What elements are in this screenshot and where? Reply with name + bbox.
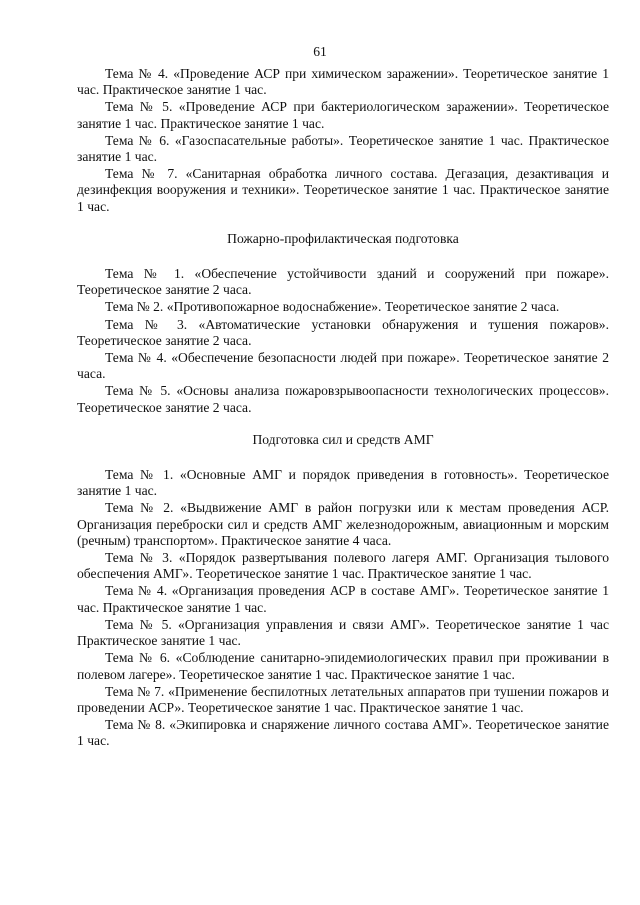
paragraph: Тема № 5. «Проведение АСР при бактериологическом заражении». Теоретическое занятие 1 час. Практическое занятие 1 час. — [77, 99, 609, 131]
paragraph: Тема № 8. «Экипировка и снаряжение личного состава АМГ». Теоретическое занятие 1 час. — [77, 717, 609, 749]
paragraph: Тема № 2. «Противопожарное водоснабжение». Теоретическое занятие 2 часа. — [105, 299, 560, 315]
paragraph: Тема № 4. «Проведение АСР при химическом заражении». Теоретическое занятие 1 час. Практическое занятие 1 час. — [77, 66, 609, 98]
page-number: 61 — [313, 44, 327, 59]
paragraph: Тема № 1. «Основные АМГ и порядок приведения в готовность». Теоретическое занятие 1 час. — [77, 467, 609, 499]
paragraph: Тема № 7. «Применение беспилотных летательных аппаратов при тушении пожаров и проведении АСР». Теоретическое занятие 1 час. Практическое занятие 1 час. — [77, 683, 609, 715]
paragraph: Тема № 5. «Организация управления и связи АМГ». Теоретическое занятие 1 час Практическое занятие 1 час. — [77, 616, 609, 649]
document-body — [77, 66, 609, 751]
section-heading: Подготовка сил и средств АМГ — [252, 431, 434, 447]
paragraph: Тема № 6. «Газоспасательные работы». Теоретическое занятие 1 час. Практическое занятие 1 час. — [77, 132, 609, 165]
paragraph: Тема № 7. «Санитарная обработка личного состава. Дегазация, дезактивация и дезинфекция вооружения и техники». Теоретическое занятие 1 час. Практическое занятие 1 час. — [77, 166, 609, 214]
paragraph: Тема № 1. «Обеспечение устойчивости зданий и сооружений при пожаре». Теоретическое занятие 2 часа. — [77, 266, 609, 298]
paragraph: Тема № 3. «Автоматические установки обнаружения и тушения пожаров». Теоретическое занятие 2 часа. — [77, 316, 609, 348]
paragraph: Тема № 4. «Организация проведения АСР в составе АМГ». Теоретическое занятие 1 час. Практическое занятие 1 час. — [77, 583, 609, 615]
paragraph: Тема № 4. «Обеспечение безопасности людей при пожаре». Теоретическое занятие 2 часа. — [77, 350, 609, 382]
paragraph: Тема № 5. «Основы анализа пожаровзрывоопасности технологических процессов». Теоретическое занятие 2 часа. — [77, 383, 609, 415]
paragraph: Тема № 3. «Порядок развертывания полевого лагеря АМГ. Организация тылового обеспечения АМГ». Теоретическое занятие 1 час. Практическое занятие 1 час. — [77, 550, 609, 582]
paragraph: Тема № 2. «Выдвижение АМГ в район погрузки или к местам проведения АСР. Организация переброски сил и средств АМГ железнодорожным, авиационным и морским (речным) транспортом». Практическое занятие 4 часа. — [77, 500, 609, 548]
section-heading: Пожарно-профилактическая подготовка — [227, 230, 459, 246]
paragraph: Тема № 6. «Соблюдение санитарно-эпидемиологических правил при проживании в полевом лагере». Теоретическое занятие 1 час. Практическое занятие 1 час. — [77, 650, 609, 682]
